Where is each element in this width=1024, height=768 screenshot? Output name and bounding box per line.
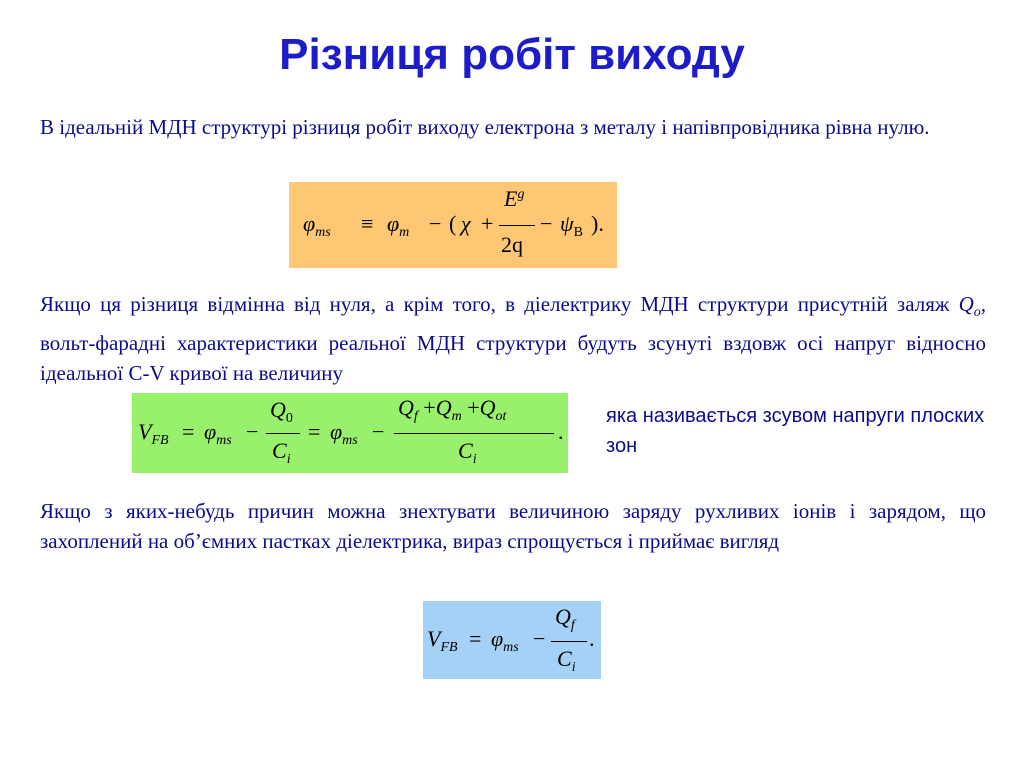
formula-minus: − — [246, 419, 259, 444]
formula-close-paren: ). — [591, 211, 604, 236]
formula-flat-band-voltage-full — [132, 393, 568, 473]
formula-denominator-2q: 2q — [501, 232, 523, 257]
paragraph-simplification: Якщо з яких-небудь причин можна знехтувати величиною заряду рухливих іонів і зарядом, що захоплений на об’ємних пастках діелектрика, вираз спрощується і приймає вигляд — [40, 499, 986, 553]
formula-denominator-Ci: $C_i$ — [557, 646, 576, 675]
formula-chi: χ — [461, 211, 471, 236]
formula-minus-2: − — [372, 419, 385, 444]
formula-eq: = — [469, 626, 482, 651]
flat-band-voltage-note: яка називається зсувом напруги плоских зон — [606, 405, 985, 457]
formula-numerator-charges: $Q_f +Q_m +Q_{ot}$ — [398, 395, 507, 424]
formula-fraction-bar-2 — [394, 433, 554, 434]
formula-equiv: ≡ — [361, 211, 374, 236]
formula-minus: − — [429, 211, 442, 236]
formula-phi-ms: $\varphi_{ms}$ — [303, 211, 331, 240]
formula-V-FB: $V_{FB}$ — [138, 419, 169, 448]
formula-V-FB: $V_{FB}$ — [427, 626, 458, 655]
formula-plus: + — [481, 211, 494, 236]
paragraph-ideal-mdn: В ідеальній МДН структурі різниця робіт виходу електрона з металу і напівпровідника рівна нулю. — [40, 115, 930, 139]
formula-phi-m: $\varphi_m$ — [387, 211, 410, 240]
formula-flat-band-voltage-simplified — [423, 601, 601, 679]
formula-open-paren: ( — [449, 211, 457, 236]
formula-denominator-Ci-2: $C_i$ — [458, 438, 477, 467]
formula-dot: . — [589, 626, 595, 651]
formula-denominator-Ci: $C_i$ — [272, 438, 291, 467]
formula-dot: . — [558, 419, 564, 444]
formula-numerator-Eg: $E^g$ — [504, 186, 525, 211]
formula-phi-ms-2: $\varphi_{ms}$ — [330, 419, 358, 448]
paragraph-nonzero-difference: Якщо ця різниця відмінна від нуля, а крім того, в діелектрику МДН структури присутній заляж $Q_o$, вольт-фарадні характеристики реальної МДН структури будуть зсунуті вздовж осі напруг відносно ідеальної C-V кривої на величину — [40, 292, 986, 386]
formula-eq: = — [182, 419, 195, 444]
slide-title: Різниця робіт виходу — [279, 30, 745, 79]
formula-psi-B: $\psi_B$ — [560, 211, 584, 240]
formula-numerator-Qf: $Q_f$ — [555, 604, 575, 633]
formula-work-function-difference — [289, 182, 617, 268]
formula-eq-2: = — [308, 419, 321, 444]
formula-phi-ms: $\varphi_{ms}$ — [204, 419, 232, 448]
formula-phi-ms: $\varphi_{ms}$ — [491, 626, 519, 655]
formula-fraction-bar-1 — [266, 433, 300, 434]
formula-minus-2: − — [540, 211, 553, 236]
formula-minus: − — [533, 626, 546, 651]
formula-numerator-Q0: $Q_0$ — [270, 397, 293, 426]
formula-fraction-bar — [499, 225, 535, 226]
formula-fraction-bar — [551, 641, 587, 642]
